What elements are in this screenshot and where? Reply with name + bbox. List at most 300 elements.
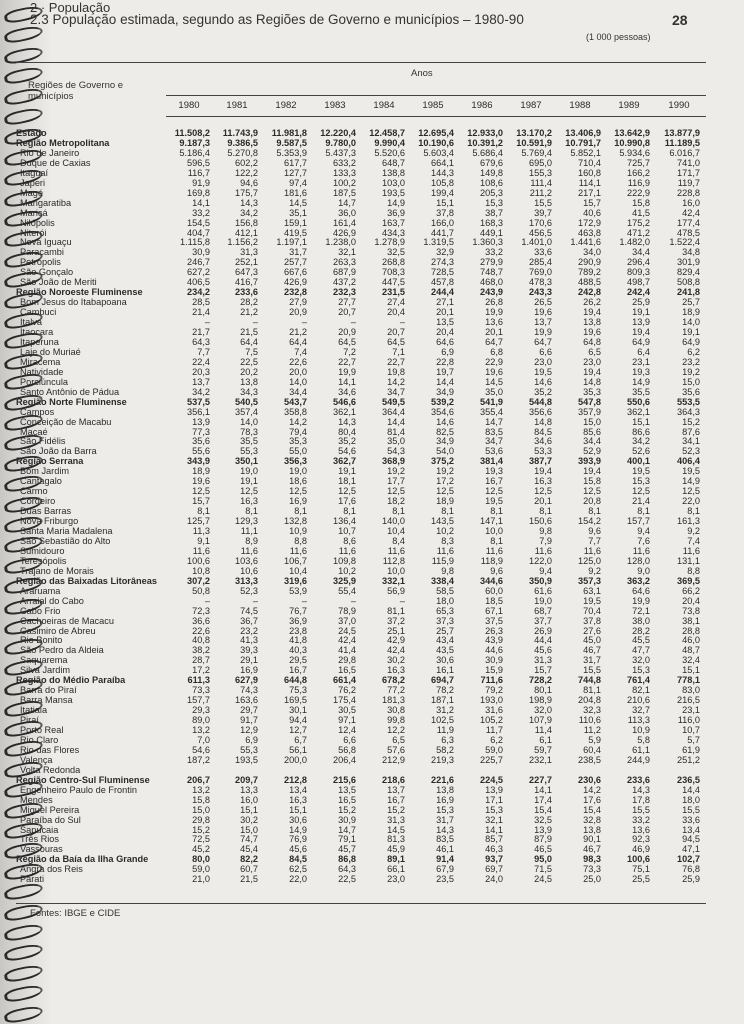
cell-1986: 32,1 — [485, 814, 503, 825]
cell-1989: 244,9 — [627, 754, 650, 765]
cell-1985: 20,4 — [436, 327, 454, 337]
cell-1982: 181,6 — [284, 187, 307, 198]
cell-1988: 20,8 — [583, 496, 601, 507]
cell-1988: 15,5 — [583, 665, 601, 676]
cell-1983: 64,3 — [338, 864, 356, 875]
cell-1988: 154,2 — [578, 516, 601, 527]
cell-1980: 404,7 — [187, 227, 210, 238]
row-label: Bom Jesus do Itabapoana — [20, 297, 127, 308]
cell-1985: 54,0 — [436, 446, 454, 457]
cell-1983: 7,2 — [343, 346, 356, 357]
cell-1985: 17,2 — [436, 476, 454, 487]
cell-1989: 15,3 — [632, 476, 650, 487]
cell-1983: 56,8 — [338, 744, 356, 755]
cell-1985: 34,9 — [436, 386, 454, 397]
cell-1986: 17,1 — [485, 794, 503, 805]
cell-1982: 8,1 — [294, 506, 307, 517]
cell-1981: 163,6 — [235, 695, 258, 706]
cell-1982: 76,7 — [289, 605, 307, 616]
cell-1983: 687,9 — [333, 267, 356, 278]
cell-1984: 12,5 — [387, 486, 405, 497]
cell-1988: 73,3 — [583, 864, 601, 875]
cell-1984: 364,4 — [382, 406, 405, 417]
cell-1982: 200,0 — [284, 754, 307, 765]
table-row — [16, 685, 736, 695]
cell-1980: 5.186,4 — [179, 147, 210, 158]
cell-1984: 36,9 — [387, 207, 405, 218]
cell-1990: 28,8 — [682, 625, 700, 636]
cell-1982: 212,8 — [284, 774, 307, 785]
cell-1984: 19,8 — [387, 366, 405, 377]
table-row — [16, 566, 736, 576]
cell-1980: 406,5 — [187, 277, 210, 288]
cell-1984: 10,4 — [387, 526, 405, 536]
cell-1983: 133,3 — [333, 167, 356, 178]
cell-1982: 132,8 — [284, 516, 307, 527]
table-row — [16, 765, 736, 775]
cell-1989: 400,1 — [627, 456, 650, 467]
cell-1989: 15,5 — [632, 804, 650, 815]
row-label: Rio de Janeiro — [20, 147, 80, 158]
cell-1987: 39,7 — [534, 207, 552, 218]
cell-1985: 199,4 — [431, 187, 454, 198]
cell-1981: 233,6 — [235, 287, 258, 298]
cell-1989: 9,4 — [637, 526, 650, 536]
cell-1986: 15,3 — [485, 804, 503, 815]
cell-1988: 9,6 — [588, 526, 601, 536]
cell-1981: 313,3 — [235, 575, 258, 586]
cell-1986: 59,0 — [485, 744, 503, 755]
cell-1984: 25,1 — [387, 625, 405, 636]
table-row — [16, 347, 736, 357]
row-label: Itaocara — [20, 327, 54, 337]
cell-1983: 78,9 — [338, 605, 356, 616]
row-label: Duas Barras — [20, 506, 72, 517]
cell-1990: 22,0 — [682, 496, 700, 507]
cell-1982: 13,4 — [289, 784, 307, 795]
row-label: Niterói — [20, 227, 47, 238]
cell-1990: 19,1 — [682, 327, 700, 337]
cell-1983: 29,8 — [338, 655, 356, 666]
cell-1984: 268,8 — [382, 257, 405, 268]
row-label: Itaguaí — [20, 167, 49, 178]
cell-1985: 6,3 — [441, 734, 454, 745]
row-label: Silva Jardim — [20, 665, 71, 676]
cell-1990: 38,1 — [682, 615, 700, 626]
cell-1987: 17,4 — [534, 794, 552, 805]
region-row — [16, 854, 736, 864]
row-label: Cabo Frio — [20, 605, 61, 616]
cell-1990: 11,6 — [682, 545, 700, 556]
cell-1980: 11.508,2 — [174, 128, 210, 138]
cell-1982: 5.353,9 — [276, 147, 307, 158]
cell-1980: 157,7 — [187, 695, 210, 706]
cell-1986: 20,1 — [485, 327, 503, 337]
cell-1987: 31,3 — [534, 655, 552, 666]
cell-1986: 19,6 — [485, 366, 503, 377]
top-rule — [16, 62, 706, 63]
cell-1986: 14,5 — [485, 376, 503, 387]
table-row — [16, 158, 736, 168]
cell-1985: 166,0 — [431, 217, 454, 228]
cell-1988: 14,8 — [583, 376, 601, 387]
cell-1984: 18,2 — [387, 496, 405, 507]
cell-1980: 100,6 — [187, 555, 210, 566]
cell-1981: 23,2 — [240, 625, 258, 636]
cell-1988: 70,4 — [583, 605, 601, 616]
cell-1981: 11,6 — [240, 545, 258, 556]
cell-1983: 64,5 — [338, 336, 356, 347]
table-row — [16, 536, 736, 546]
cell-1985: 12.695,4 — [418, 128, 454, 138]
cell-1988: 98,3 — [583, 854, 601, 865]
cell-1980: 21,7 — [192, 327, 210, 337]
cell-1986: 10.391,2 — [467, 137, 503, 148]
cell-1983: 263,3 — [333, 257, 356, 268]
cell-1987: 34,6 — [534, 436, 552, 447]
cell-1990: 406,4 — [677, 456, 700, 467]
cell-1984: 218,6 — [382, 774, 405, 785]
cell-1980: 38,2 — [192, 645, 210, 656]
cell-1990: 61,9 — [682, 744, 700, 755]
row-label: Região Serrana — [16, 456, 84, 467]
cell-1987: 11,4 — [534, 725, 552, 735]
cell-1981: 540,5 — [235, 396, 258, 407]
cell-1987: 695,0 — [529, 157, 552, 168]
cell-1985: 664,1 — [431, 157, 454, 168]
cell-1984: 231,5 — [382, 287, 405, 298]
cell-1986: 38,7 — [485, 207, 503, 218]
cell-1986: 15,9 — [485, 665, 503, 676]
cell-1990: 228,8 — [677, 187, 700, 198]
year-header-1981: 1981 — [226, 100, 248, 111]
cell-1989: 362,1 — [627, 406, 650, 417]
cell-1984: 45,9 — [387, 844, 405, 855]
cell-1980: 54,6 — [192, 744, 210, 755]
cell-1989: 14,3 — [632, 784, 650, 795]
cell-1982: 34,4 — [289, 386, 307, 397]
cell-1990: 8,1 — [687, 506, 700, 517]
cell-1985: 83,5 — [436, 834, 454, 845]
cell-1981: 74,7 — [240, 834, 258, 845]
row-label: Volta Redonda — [20, 764, 81, 775]
cell-1990: 83,0 — [682, 685, 700, 696]
cell-1989: 19,9 — [632, 595, 650, 606]
row-label: Trajano de Morais — [20, 565, 94, 576]
table-row — [16, 705, 736, 715]
cell-1980: 11,3 — [192, 526, 210, 536]
row-label: Cantagalo — [20, 476, 62, 487]
cell-1987: 26,9 — [534, 625, 552, 636]
cell-1983: 76,2 — [338, 685, 356, 696]
cell-1984: 112,8 — [382, 555, 405, 566]
cell-1990: 19,5 — [682, 466, 700, 477]
cell-1986: 64,7 — [485, 336, 503, 347]
row-label: Maricá — [20, 207, 48, 218]
table-row — [16, 267, 736, 277]
cell-1983: 20,7 — [338, 307, 356, 318]
cell-1981: 74,3 — [240, 685, 258, 696]
table-row — [16, 735, 736, 745]
cell-1980: 10,8 — [192, 565, 210, 576]
table-row — [16, 586, 736, 596]
table-sheet — [16, 0, 736, 1024]
row-label: Estado — [16, 128, 47, 138]
cell-1982: 79,4 — [289, 426, 307, 437]
cell-1989: 15,1 — [632, 416, 650, 427]
table-row — [16, 307, 736, 317]
cell-1984: 447,5 — [382, 277, 405, 288]
cell-1984: 42,4 — [387, 645, 405, 656]
cell-1985: 46,1 — [436, 844, 454, 855]
cell-1986: 679,6 — [480, 157, 503, 168]
cell-1981: 29,1 — [240, 655, 258, 666]
cell-1983: 12,5 — [338, 486, 356, 497]
cell-1983: 10,7 — [338, 526, 356, 536]
cell-1980: – — [204, 317, 210, 328]
cell-1987: 19,6 — [534, 307, 552, 318]
row-label: Região da Baía da Ilha Grande — [16, 854, 149, 865]
row-label: Magé — [20, 187, 43, 198]
table-row — [16, 148, 736, 158]
cell-1984: 10,0 — [387, 565, 405, 576]
table-row — [16, 725, 736, 735]
cell-1986: 35,0 — [485, 386, 503, 397]
cell-1987: 7,9 — [539, 535, 552, 546]
cell-1988: 15,8 — [583, 476, 601, 487]
cell-1985: 37,3 — [436, 615, 454, 626]
cell-1987: 456,5 — [529, 227, 552, 238]
cell-1982: 41,8 — [289, 635, 307, 646]
cell-1989: 64,6 — [632, 585, 650, 596]
row-label: Região Norte Fluminense — [16, 396, 127, 407]
cell-1987: 478,3 — [529, 277, 552, 288]
cell-1983: 362,7 — [333, 456, 356, 467]
cell-1990: 94,5 — [682, 834, 700, 845]
table-row — [16, 198, 736, 208]
row-label: Itaperuna — [20, 336, 59, 347]
cell-1985: 102,5 — [431, 715, 454, 726]
section-heading: 2 · População — [30, 0, 111, 15]
cell-1990: 18,0 — [682, 794, 700, 805]
cell-1981: 14,3 — [240, 197, 258, 208]
cell-1983: 37,0 — [338, 615, 356, 626]
cell-1989: 210,6 — [627, 695, 650, 706]
cell-1987: 20,1 — [534, 496, 552, 507]
table-row — [16, 805, 736, 815]
cell-1984: 32,5 — [387, 247, 405, 258]
cell-1985: 13,8 — [436, 784, 454, 795]
cell-1989: 809,3 — [627, 267, 650, 278]
cell-1984: 56,9 — [387, 585, 405, 596]
cell-1981: 6,9 — [245, 734, 258, 745]
cell-1981: 19,0 — [240, 466, 258, 477]
cell-1986: 118,9 — [480, 555, 503, 566]
table-row — [16, 357, 736, 367]
row-label: Japeri — [20, 177, 46, 188]
row-label: Mangaratiba — [20, 197, 72, 208]
cell-1988: 13.406,9 — [565, 128, 601, 138]
table-row — [16, 237, 736, 247]
cell-1988: 1.441,6 — [570, 237, 601, 248]
cell-1983: 661,4 — [333, 675, 356, 686]
cell-1990: 76,8 — [682, 864, 700, 875]
cell-1982: 12,7 — [289, 725, 307, 735]
cell-1989: 5.934,6 — [619, 147, 650, 158]
table-row — [16, 874, 736, 884]
cell-1980: 14,1 — [192, 197, 210, 208]
table-row — [16, 317, 736, 327]
cell-1984: 37,2 — [387, 615, 405, 626]
cell-1984: 14,2 — [387, 376, 405, 387]
cell-1990: 131,1 — [677, 555, 700, 566]
cell-1983: 11,6 — [338, 545, 356, 556]
cell-1990: 5,7 — [687, 734, 700, 745]
cell-1986: 46,3 — [485, 844, 503, 855]
cell-1988: 10.791,7 — [565, 137, 601, 148]
cell-1990: 13,4 — [682, 824, 700, 835]
cell-1981: 15,0 — [240, 824, 258, 835]
cell-1980: 9,1 — [197, 535, 210, 546]
cell-1982: 45,6 — [289, 844, 307, 855]
cell-1984: 57,6 — [387, 744, 405, 755]
cell-1982: 7,4 — [294, 346, 307, 357]
cell-1987: 15,4 — [534, 804, 552, 815]
row-label: São João de Meriti — [20, 277, 97, 288]
cell-1985: 1.319,5 — [423, 237, 454, 248]
cell-1981: 9.386,5 — [227, 137, 258, 148]
cell-1986: 14,7 — [485, 416, 503, 427]
cell-1985: 144,3 — [431, 167, 454, 178]
cell-1990: 16,0 — [682, 197, 700, 208]
cell-1989: 15,3 — [632, 665, 650, 676]
cell-1983: 80,4 — [338, 426, 356, 437]
cell-1986: 355,4 — [480, 406, 503, 417]
cell-1986: 541,9 — [480, 396, 503, 407]
cell-1981: 13,3 — [240, 784, 258, 795]
cell-1983: 35,2 — [338, 436, 356, 447]
cell-1988: 60,4 — [583, 744, 601, 755]
cell-1986: 69,7 — [485, 864, 503, 875]
cell-1982: 36,9 — [289, 615, 307, 626]
cell-1990: 553,5 — [677, 396, 700, 407]
cell-1980: 9.187,3 — [179, 137, 210, 148]
cell-1990: 177,4 — [677, 217, 700, 228]
cell-1990: 241,8 — [677, 287, 700, 298]
cell-1980: 206,7 — [187, 774, 210, 785]
cell-1988: 13,8 — [583, 824, 601, 835]
cell-1987: 71,5 — [534, 864, 552, 875]
cell-1984: 163,7 — [382, 217, 405, 228]
cell-1990: 116,0 — [677, 715, 700, 726]
cell-1985: 43,5 — [436, 645, 454, 656]
table-row — [16, 516, 736, 526]
cell-1990: 52,3 — [682, 446, 700, 457]
cell-1987: 14,6 — [534, 376, 552, 387]
cell-1983: 546,6 — [333, 396, 356, 407]
cell-1980: 40,8 — [192, 635, 210, 646]
cell-1986: 12,5 — [485, 486, 503, 497]
cell-1988: 34,4 — [583, 436, 601, 447]
cell-1989: 222,9 — [627, 187, 650, 198]
cell-1982: 319,6 — [284, 575, 307, 586]
cell-1990: 236,5 — [677, 774, 700, 785]
cell-1987: 155,3 — [529, 167, 552, 178]
cell-1989: 13,9 — [632, 317, 650, 328]
region-row — [16, 138, 736, 148]
row-label: Sapucaia — [20, 824, 59, 835]
row-label: Carmo — [20, 486, 48, 497]
cell-1985: 11,6 — [436, 545, 454, 556]
row-label: Bom Jardim — [20, 466, 70, 477]
cell-1988: 290,9 — [578, 257, 601, 268]
cell-1981: 252,1 — [235, 257, 258, 268]
cell-1984: 103,0 — [382, 177, 405, 188]
cell-1988: 19,4 — [583, 466, 601, 477]
row-label: Região Metropolitana — [16, 137, 110, 148]
row-label: Valença — [20, 754, 53, 765]
row-label: Itatiaia — [20, 705, 48, 716]
cell-1988: 11,6 — [583, 545, 601, 556]
cell-1988: 463,8 — [578, 227, 601, 238]
cell-1982: 169,5 — [284, 695, 307, 706]
cell-1987: 198,9 — [529, 695, 552, 706]
cell-1988: 744,8 — [578, 675, 601, 686]
cell-1984: 708,3 — [382, 267, 405, 278]
cell-1985: 10.190,6 — [418, 137, 454, 148]
cell-1981: 10,6 — [240, 565, 258, 576]
cell-1981: 74,5 — [240, 605, 258, 616]
cell-1981: 21,5 — [240, 327, 258, 337]
stub-heading: Regiões de Governo e municípios — [28, 80, 124, 102]
cell-1980: 28,7 — [192, 655, 210, 666]
region-row — [16, 128, 736, 138]
cell-1982: 53,9 — [289, 585, 307, 596]
cell-1983: 1.238,0 — [325, 237, 356, 248]
cell-1985: 375,2 — [431, 456, 454, 467]
cell-1990: 25,9 — [682, 874, 700, 885]
cell-1985: 82,5 — [436, 426, 454, 437]
cell-1987: 769,0 — [529, 267, 552, 278]
cell-1989: 1.482,0 — [619, 237, 650, 248]
cell-1986: 5.686,4 — [472, 147, 503, 158]
cell-1990: 42,4 — [682, 207, 700, 218]
cell-1980: 13,9 — [192, 416, 210, 427]
cell-1980: 15,7 — [192, 496, 210, 507]
cell-1990: 369,5 — [677, 575, 700, 586]
table-row — [16, 785, 736, 795]
cell-1982: 358,8 — [284, 406, 307, 417]
cell-1987: 243,3 — [529, 287, 552, 298]
table-row — [16, 327, 736, 337]
cell-1980: 35,6 — [192, 436, 210, 447]
cell-1981: 8,9 — [245, 535, 258, 546]
cell-1987: 19,5 — [534, 366, 552, 377]
cell-1986: 1.360,3 — [472, 237, 503, 248]
cell-1989: 14,9 — [632, 376, 650, 387]
units-note: (1 000 pessoas) — [586, 32, 651, 42]
cell-1987: 53,3 — [534, 446, 552, 457]
cell-1988: 37,8 — [583, 615, 601, 626]
cell-1987: 32,0 — [534, 705, 552, 716]
cell-1985: 441,7 — [431, 227, 454, 238]
cell-1988: 12,5 — [583, 486, 601, 497]
cell-1990: 20,4 — [682, 595, 700, 606]
cell-1988: 19,5 — [583, 595, 601, 606]
cell-1981: 647,3 — [235, 267, 258, 278]
table-row — [16, 188, 736, 198]
cell-1984: 66,1 — [387, 864, 405, 875]
